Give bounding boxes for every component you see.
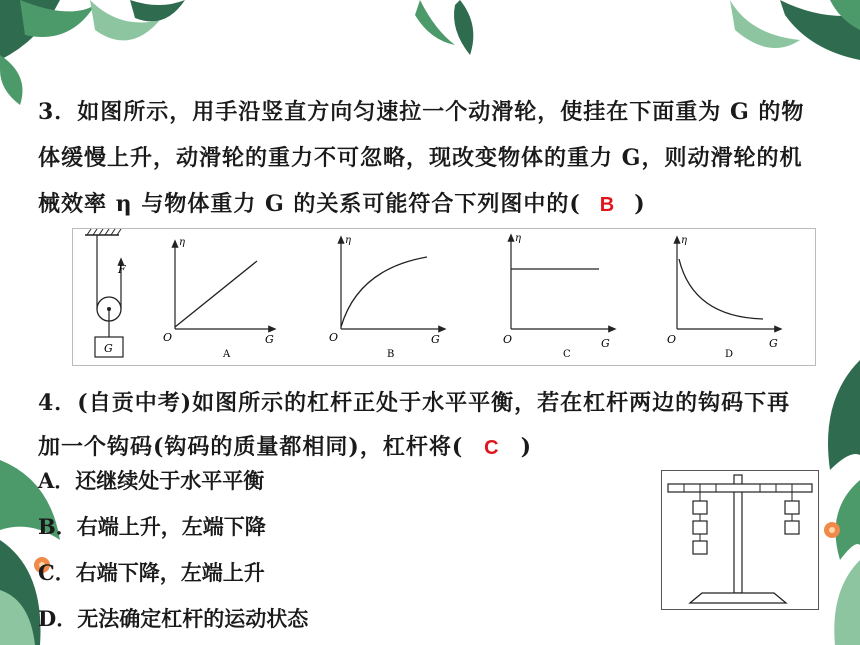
q3-line-3-text: 械效率 η 与物体重力 G 的关系可能符合下列图中的( bbox=[38, 191, 581, 217]
graph-d-y-label: η bbox=[681, 235, 687, 246]
graph-c-y-label: η bbox=[515, 233, 521, 244]
graph-b-origin: O bbox=[329, 331, 339, 344]
graph-d-origin: O bbox=[667, 333, 677, 346]
q3-line-1: 3．如图所示，用手沿竖直方向匀速拉一个动滑轮，使挂在下面重为 G 的物 bbox=[38, 99, 805, 125]
graph-b bbox=[341, 239, 443, 329]
graph-b-option: B bbox=[387, 349, 395, 360]
graph-a-x-label: G bbox=[265, 333, 274, 346]
graph-c-option: C bbox=[563, 349, 571, 360]
q3-line-3-close: ) bbox=[634, 191, 646, 217]
q4-option-c: C．右端下降，左端上升 bbox=[38, 560, 265, 585]
graph-a-y-label: η bbox=[179, 237, 185, 248]
graph-d-curve bbox=[679, 259, 763, 319]
graph-c-x-label: G bbox=[601, 337, 610, 350]
q4-answer: C bbox=[484, 437, 500, 459]
graph-c-origin: O bbox=[503, 333, 513, 346]
graph-a-origin: O bbox=[163, 331, 173, 344]
q4-line-2-text: 加一个钩码(钩码的质量都相同)，杠杆将( bbox=[38, 434, 464, 460]
q3-line-2: 体缓慢上升，动滑轮的重力不可忽略，现改变物体的重力 G，则动滑轮的机 bbox=[38, 145, 803, 171]
graph-b-x-label: G bbox=[431, 333, 440, 346]
graph-c bbox=[511, 237, 613, 329]
q3-line-3 bbox=[38, 187, 646, 218]
graph-d-x-label: G bbox=[769, 337, 778, 350]
graph-a-curve bbox=[175, 261, 257, 327]
q4-option-d: D．无法确定杠杆的运动状态 bbox=[38, 606, 309, 631]
q3-figure-panel bbox=[72, 228, 816, 366]
force-label: F bbox=[118, 263, 126, 276]
lever-svg bbox=[662, 471, 818, 609]
q4-option-a: A．还继续处于水平平衡 bbox=[38, 468, 265, 493]
leaf-decoration-top-left bbox=[0, 0, 190, 110]
q4-line-2-close: ) bbox=[520, 434, 532, 460]
graph-d-option: D bbox=[725, 349, 734, 360]
q4-line-2 bbox=[38, 430, 532, 461]
graph-a-option: A bbox=[223, 349, 231, 360]
leaf-decoration-top-right bbox=[400, 0, 860, 80]
graph-a bbox=[175, 243, 273, 329]
weight-label: G bbox=[104, 342, 113, 355]
q4-option-b: B．右端上升，左端下降 bbox=[38, 514, 266, 539]
q4-line-1: 4．(自贡中考)如图所示的杠杆正处于水平平衡，若在杠杆两边的钩码下再 bbox=[38, 390, 791, 416]
lever-figure bbox=[661, 470, 819, 610]
graph-b-curve bbox=[341, 257, 427, 327]
graph-d bbox=[677, 239, 779, 329]
q3-answer: B bbox=[599, 194, 616, 216]
pulley-diagram bbox=[85, 229, 123, 357]
graph-b-y-label: η bbox=[345, 235, 351, 246]
q3-figure-svg bbox=[73, 229, 815, 365]
